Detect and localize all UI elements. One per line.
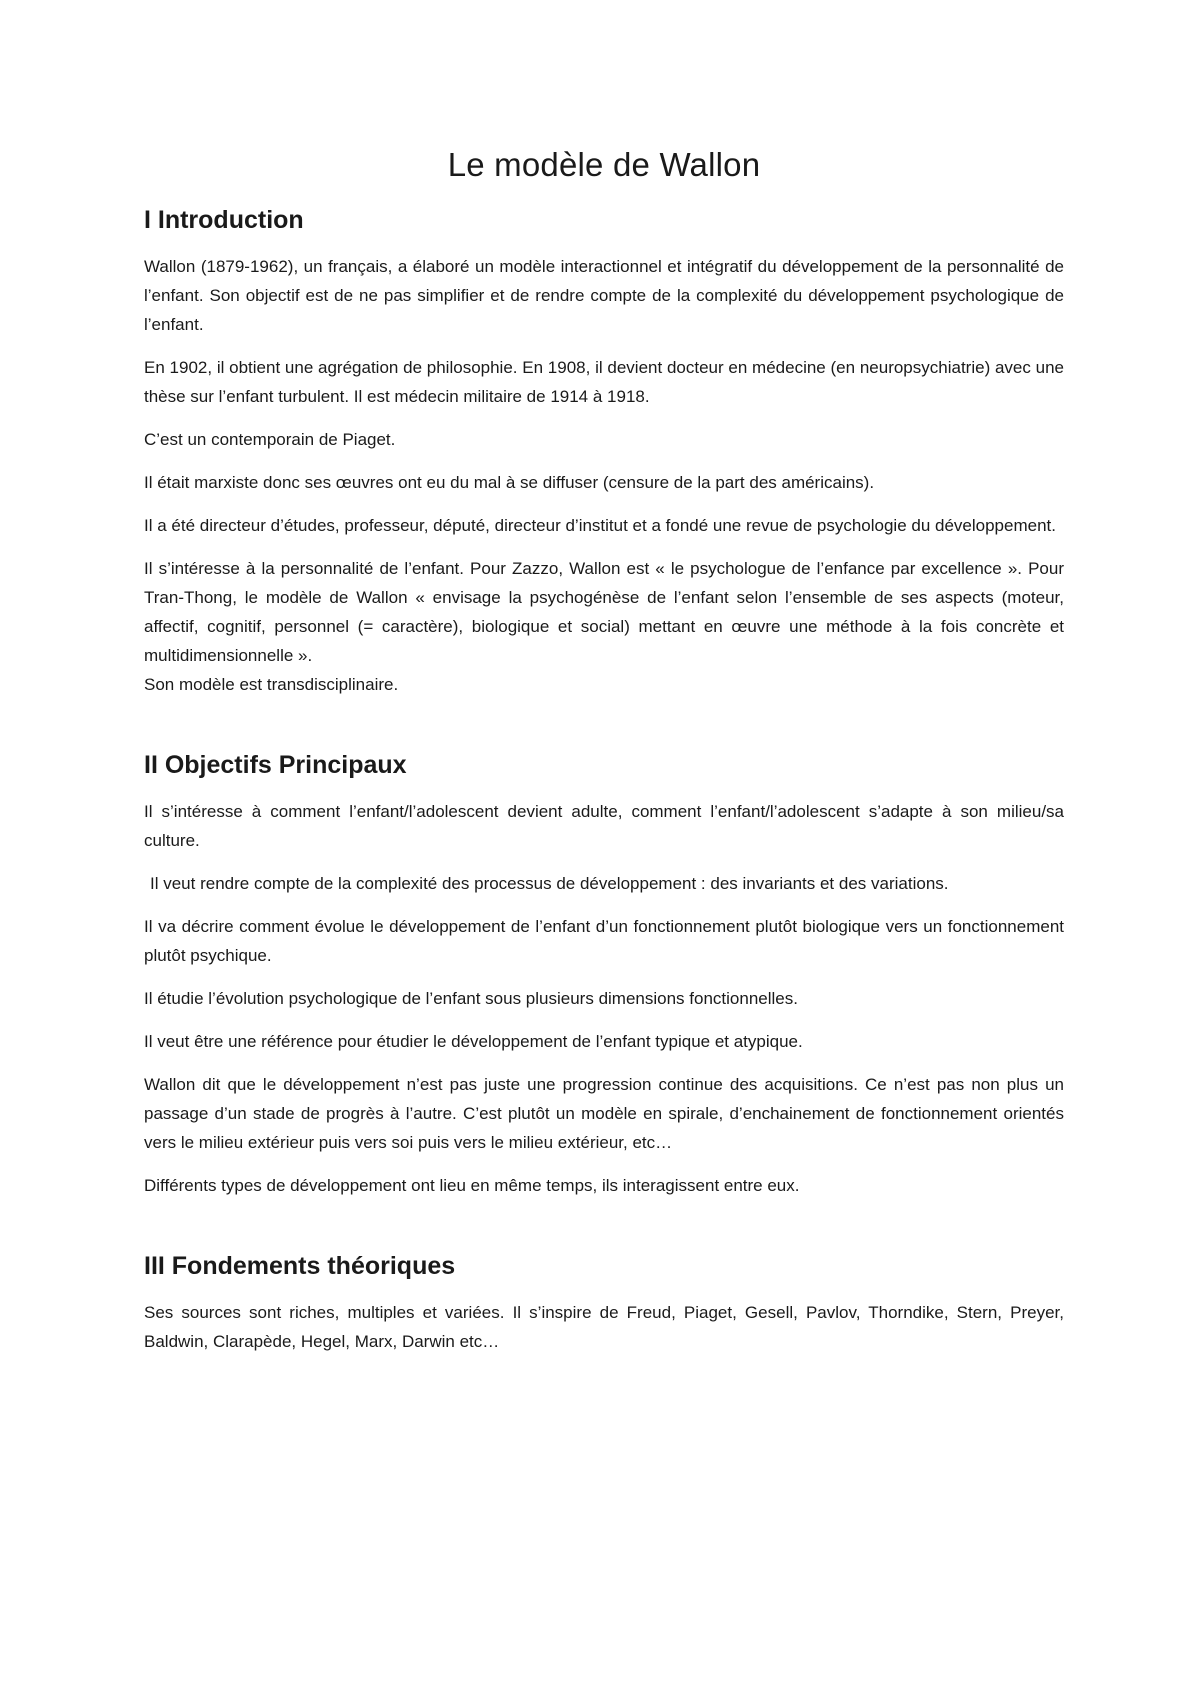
paragraph: C’est un contemporain de Piaget. — [144, 430, 396, 449]
paragraph: Son modèle est transdisciplinaire. — [144, 675, 399, 694]
paragraph: Différents types de développement ont lieu en même temps, ils interagissent entre eux. — [144, 1176, 800, 1195]
paragraph: En 1902, il obtient une agrégation de philosophie. En 1908, il devient docteur en médecine (en neuropsychiatrie) avec une thèse sur l’enfant turbulent. Il est médecin militaire de 1914 à 1918. — [144, 358, 1064, 406]
paragraph: Wallon dit que le développement n’est pas juste une progression continue des acquisitions. Ce n’est pas non plus un passage d’un stade de progrès à l’autre. C’est plutôt un modèle en spirale, d’enchainement de fonctionnement orientés vers le milieu extérieur puis vers soi puis vers le milieu extérieur, etc… — [144, 1075, 1064, 1152]
paragraph: Wallon (1879-1962), un français, a élaboré un modèle interactionnel et intégratif du développement de la personnalité de l’enfant. Son objectif est de ne pas simplifier et de rendre compte de la complexité du développement psychologique de l’enfant. — [144, 257, 1064, 334]
paragraph: Il s’intéresse à comment l’enfant/l’adolescent devient adulte, comment l’enfant/l’adolescent s’adapte à son milieu/sa culture. — [144, 802, 1064, 850]
paragraph: Il était marxiste donc ses œuvres ont eu du mal à se diffuser (censure de la part des américains). — [144, 473, 875, 492]
paragraph: Ses sources sont riches, multiples et variées. Il s’inspire de Freud, Piaget, Gesell, Pavlov, Thorndike, Stern, Preyer, Baldwin, Clarapède, Hegel, Marx, Darwin etc… — [144, 1303, 1064, 1351]
paragraph: Il étudie l’évolution psychologique de l’enfant sous plusieurs dimensions fonctionnelles. — [144, 989, 798, 1008]
paragraph: Il s’intéresse à la personnalité de l’enfant. Pour Zazzo, Wallon est « le psychologue de l’enfance par excellence ». Pour Tran-Thong, le modèle de Wallon « envisage la psychogénèse de l’enfant selon l’ensemble de ses aspects (moteur, affectif, cognitif, personnel (= caractère), biologique et social) mettant en œuvre une méthode à la fois concrète et multidimensionnelle ». — [144, 559, 1064, 665]
paragraph: Il a été directeur d’études, professeur, député, directeur d’institut et a fondé une revue de psychologie du développement. — [144, 516, 1056, 535]
paragraph: Il va décrire comment évolue le développement de l’enfant d’un fonctionnement plutôt biologique vers un fonctionnement plutôt psychique. — [144, 917, 1064, 965]
paragraph: Il veut être une référence pour étudier le développement de l’enfant typique et atypique. — [144, 1032, 803, 1051]
section-heading-fondements: III Fondements théoriques — [144, 1252, 456, 1280]
section-heading-introduction: I Introduction — [144, 206, 304, 234]
document-body — [144, 144, 1064, 1370]
document-title: Le modèle de Wallon — [447, 146, 761, 183]
paragraph: Il veut rendre compte de la complexité des processus de développement : des invariants et des variations. — [150, 874, 949, 893]
section-heading-objectifs: II Objectifs Principaux — [144, 751, 407, 779]
